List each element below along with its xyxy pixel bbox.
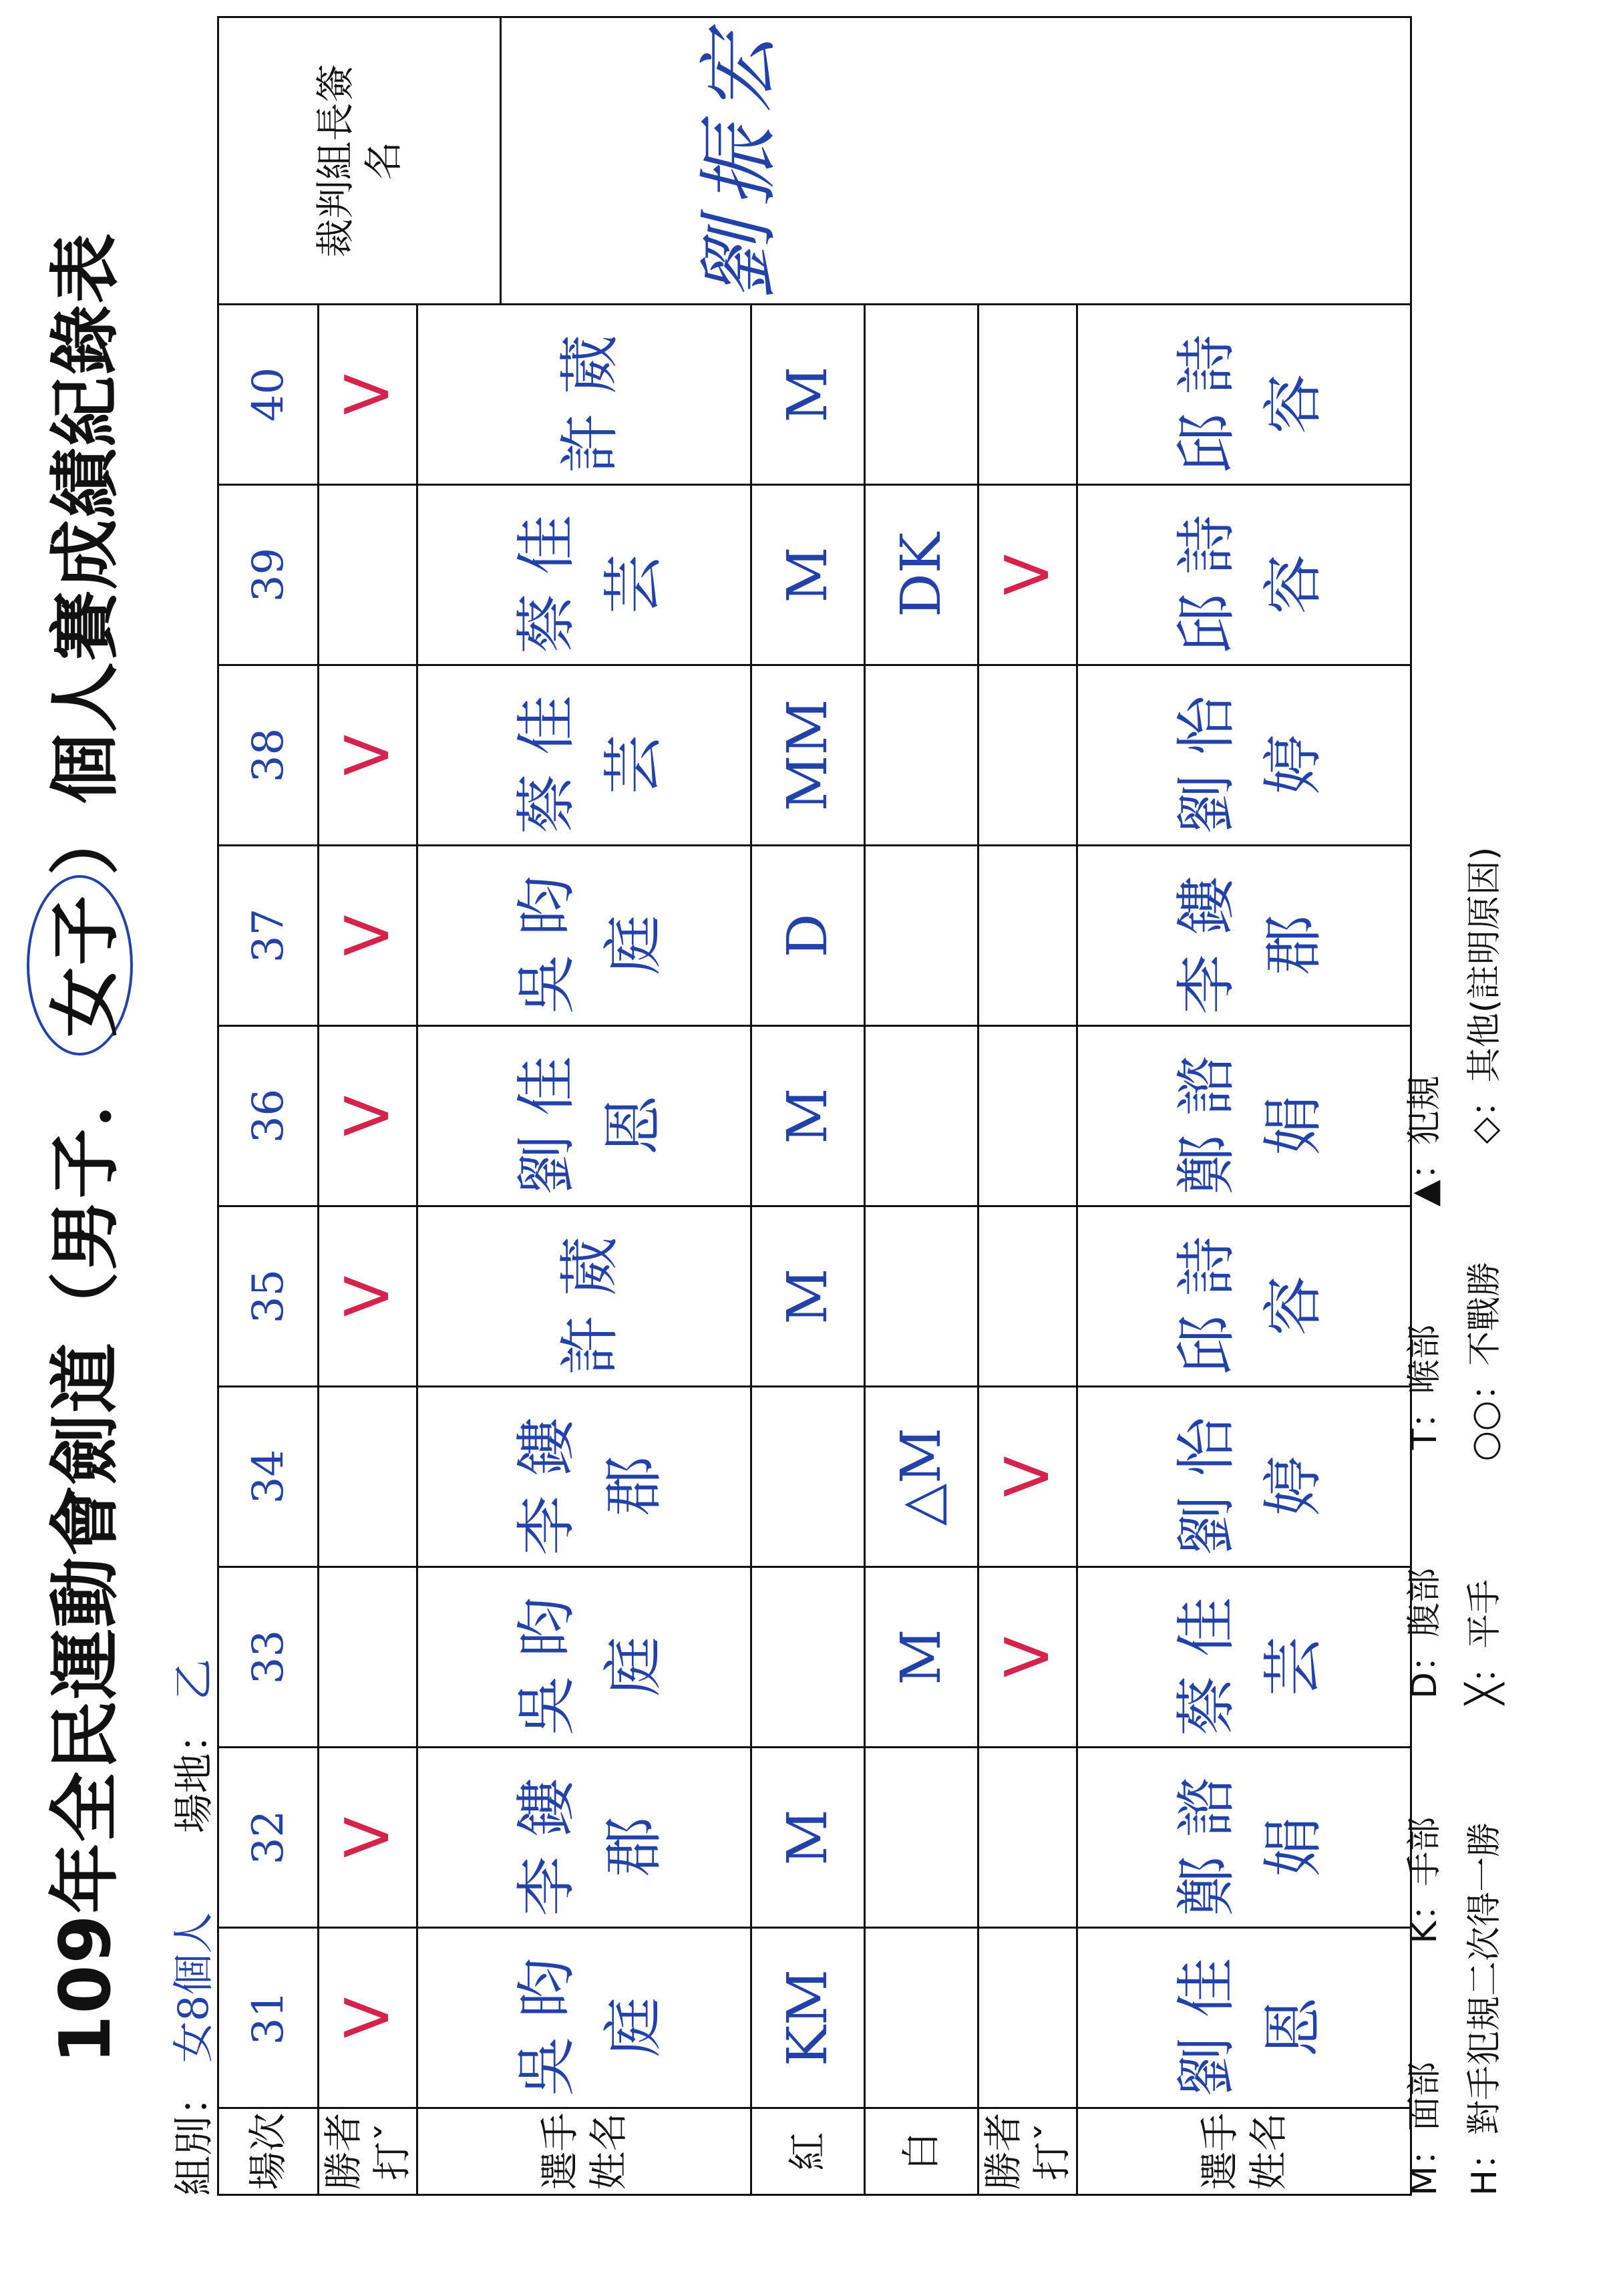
player-bottom-cell-2: 鄭諮娟 (1077, 1748, 1411, 1928)
white-cell-1 (865, 1928, 978, 2108)
player-top-cell-6: 劉佳恩 (417, 1026, 751, 1206)
red-cell-9: M (751, 485, 865, 665)
legend-t: T：喉部 (1405, 1324, 1445, 1450)
match-cell-1: 31 (218, 1928, 319, 2108)
match-cell-9: 39 (218, 485, 319, 665)
white-cell-5 (865, 1206, 978, 1387)
winner-top-cell-2: V (319, 1748, 417, 1928)
winner-top-cell-10: V (319, 305, 417, 485)
winner-bottom-cell-3: V (978, 1567, 1077, 1748)
winner-bottom-cell-10 (978, 305, 1077, 485)
white-cell-6 (865, 1026, 978, 1206)
winner-top-cell-7: V (319, 846, 417, 1026)
player-bottom-cell-9: 邱詩容 (1077, 485, 1411, 665)
white-cell-8 (865, 665, 978, 846)
row-player-bottom (1077, 17, 1411, 2195)
row-player-top (417, 17, 751, 2195)
label-player-top: 選手姓名 (417, 2108, 751, 2195)
venue-value: 乙 (169, 1659, 218, 1701)
winner-top-cell-3 (319, 1567, 417, 1748)
white-cell-4: △M (865, 1387, 978, 1567)
player-top-cell-2: 李鏤郡 (417, 1748, 751, 1928)
match-table (217, 16, 1412, 2196)
player-top-cell-5: 許葳 (417, 1206, 751, 1387)
red-cell-8: MM (751, 665, 865, 846)
label-match: 場次 (218, 2108, 319, 2195)
white-cell-7 (865, 846, 978, 1026)
player-top-cell-9: 蔡佳芸 (417, 485, 751, 665)
legend-foul: ▲：犯規 (1405, 1076, 1445, 1207)
label-player-bottom: 選手姓名 (1077, 2108, 1411, 2195)
title-prefix: 109年全民運動會劍道（男子． (45, 1055, 126, 2064)
legend-draw: ╳：平手 (1465, 1579, 1505, 1705)
group-label: 組別： (171, 2076, 218, 2196)
row-winner-bottom (978, 17, 1077, 2195)
white-cell-2 (865, 1748, 978, 1928)
winner-bottom-cell-2 (978, 1748, 1077, 1928)
player-top-cell-7: 吳昀庭 (417, 846, 751, 1026)
legend-h: H：對手犯規二次得一勝 (1465, 1822, 1505, 2196)
winner-bottom-cell-4: V (978, 1387, 1077, 1567)
legend-line-1 (1396, 969, 1446, 2196)
red-cell-10: M (751, 305, 865, 485)
title-circled-option: 女子 (27, 875, 133, 1055)
player-top-cell-3: 吳昀庭 (417, 1567, 751, 1748)
red-cell-6: M (751, 1026, 865, 1206)
white-cell-9: DK (865, 485, 978, 665)
winner-top-cell-5: V (319, 1206, 417, 1387)
match-cell-8: 38 (218, 665, 319, 846)
winner-top-cell-1: V (319, 1928, 417, 2108)
player-bottom-cell-7: 李鏤郡 (1077, 846, 1411, 1026)
winner-bottom-cell-1 (978, 1928, 1077, 2108)
player-bottom-cell-3: 蔡佳芸 (1077, 1567, 1411, 1748)
red-cell-1: KM (751, 1928, 865, 2108)
row-red (751, 17, 865, 2195)
referee-signature: 劉振宏 (693, 20, 786, 301)
form-title (27, 0, 133, 2296)
red-cell-4 (751, 1387, 865, 1567)
red-cell-2: M (751, 1748, 865, 1928)
match-cell-3: 33 (218, 1567, 319, 1748)
legend-other: ◇：其他(註明原因) (1465, 846, 1505, 1144)
legend-d: D：腹部 (1405, 1567, 1445, 1699)
winner-top-cell-6: V (319, 1026, 417, 1206)
match-cell-4: 34 (218, 1387, 319, 1567)
player-top-cell-8: 蔡佳芸 (417, 665, 751, 846)
winner-bottom-cell-8 (978, 665, 1077, 846)
row-white (865, 17, 978, 2195)
winner-top-cell-4 (319, 1387, 417, 1567)
legend-k: K：手部 (1405, 1816, 1445, 1944)
player-bottom-cell-4: 劉怡婷 (1077, 1387, 1411, 1567)
label-winner-bottom: 勝者打ˇ (978, 2108, 1077, 2195)
player-bottom-cell-5: 邱詩容 (1077, 1206, 1411, 1387)
player-bottom-cell-8: 劉怡婷 (1077, 665, 1411, 846)
red-cell-3 (751, 1567, 865, 1748)
referee-label: 裁判組長簽名 (219, 18, 502, 303)
winner-top-cell-8: V (319, 665, 417, 846)
white-cell-10 (865, 305, 978, 485)
player-top-cell-10: 許葳 (417, 305, 751, 485)
match-cell-6: 36 (218, 1026, 319, 1206)
match-cell-2: 32 (218, 1748, 319, 1928)
referee-column (218, 17, 1411, 305)
player-top-cell-4: 李鏤郡 (417, 1387, 751, 1567)
legend-walkover: ○○：不戰勝 (1465, 1261, 1505, 1462)
row-match-number (218, 17, 319, 2195)
match-cell-5: 35 (218, 1206, 319, 1387)
winner-bottom-cell-5 (978, 1206, 1077, 1387)
match-cell-10: 40 (218, 305, 319, 485)
player-bottom-cell-10: 邱詩容 (1077, 305, 1411, 485)
winner-bottom-cell-9: V (978, 485, 1077, 665)
player-bottom-cell-6: 鄭諮娟 (1077, 1026, 1411, 1206)
label-white: 白 (865, 2108, 978, 2195)
title-suffix: ）個人賽成績紀錄表 (45, 232, 126, 876)
white-cell-3: M (865, 1567, 978, 1748)
legend-line-2 (1456, 740, 1506, 2196)
red-cell-7: D (751, 846, 865, 1026)
red-cell-5: M (751, 1206, 865, 1387)
player-top-cell-1: 吳昀庭 (417, 1928, 751, 2108)
winner-top-cell-9 (319, 485, 417, 665)
row-winner-top (319, 17, 417, 2195)
match-cell-7: 37 (218, 846, 319, 1026)
label-winner-top: 勝者打ˇ (319, 2108, 417, 2195)
venue-label: 場地： (171, 1713, 218, 1834)
legend-m: M：面部 (1405, 2062, 1445, 2196)
form-meta (160, 1659, 220, 2196)
winner-bottom-cell-7 (978, 846, 1077, 1026)
player-bottom-cell-1: 劉佳恩 (1077, 1928, 1411, 2108)
winner-bottom-cell-6 (978, 1026, 1077, 1206)
label-red: 紅 (751, 2108, 865, 2195)
group-value: 女8個人 (169, 1912, 218, 2063)
